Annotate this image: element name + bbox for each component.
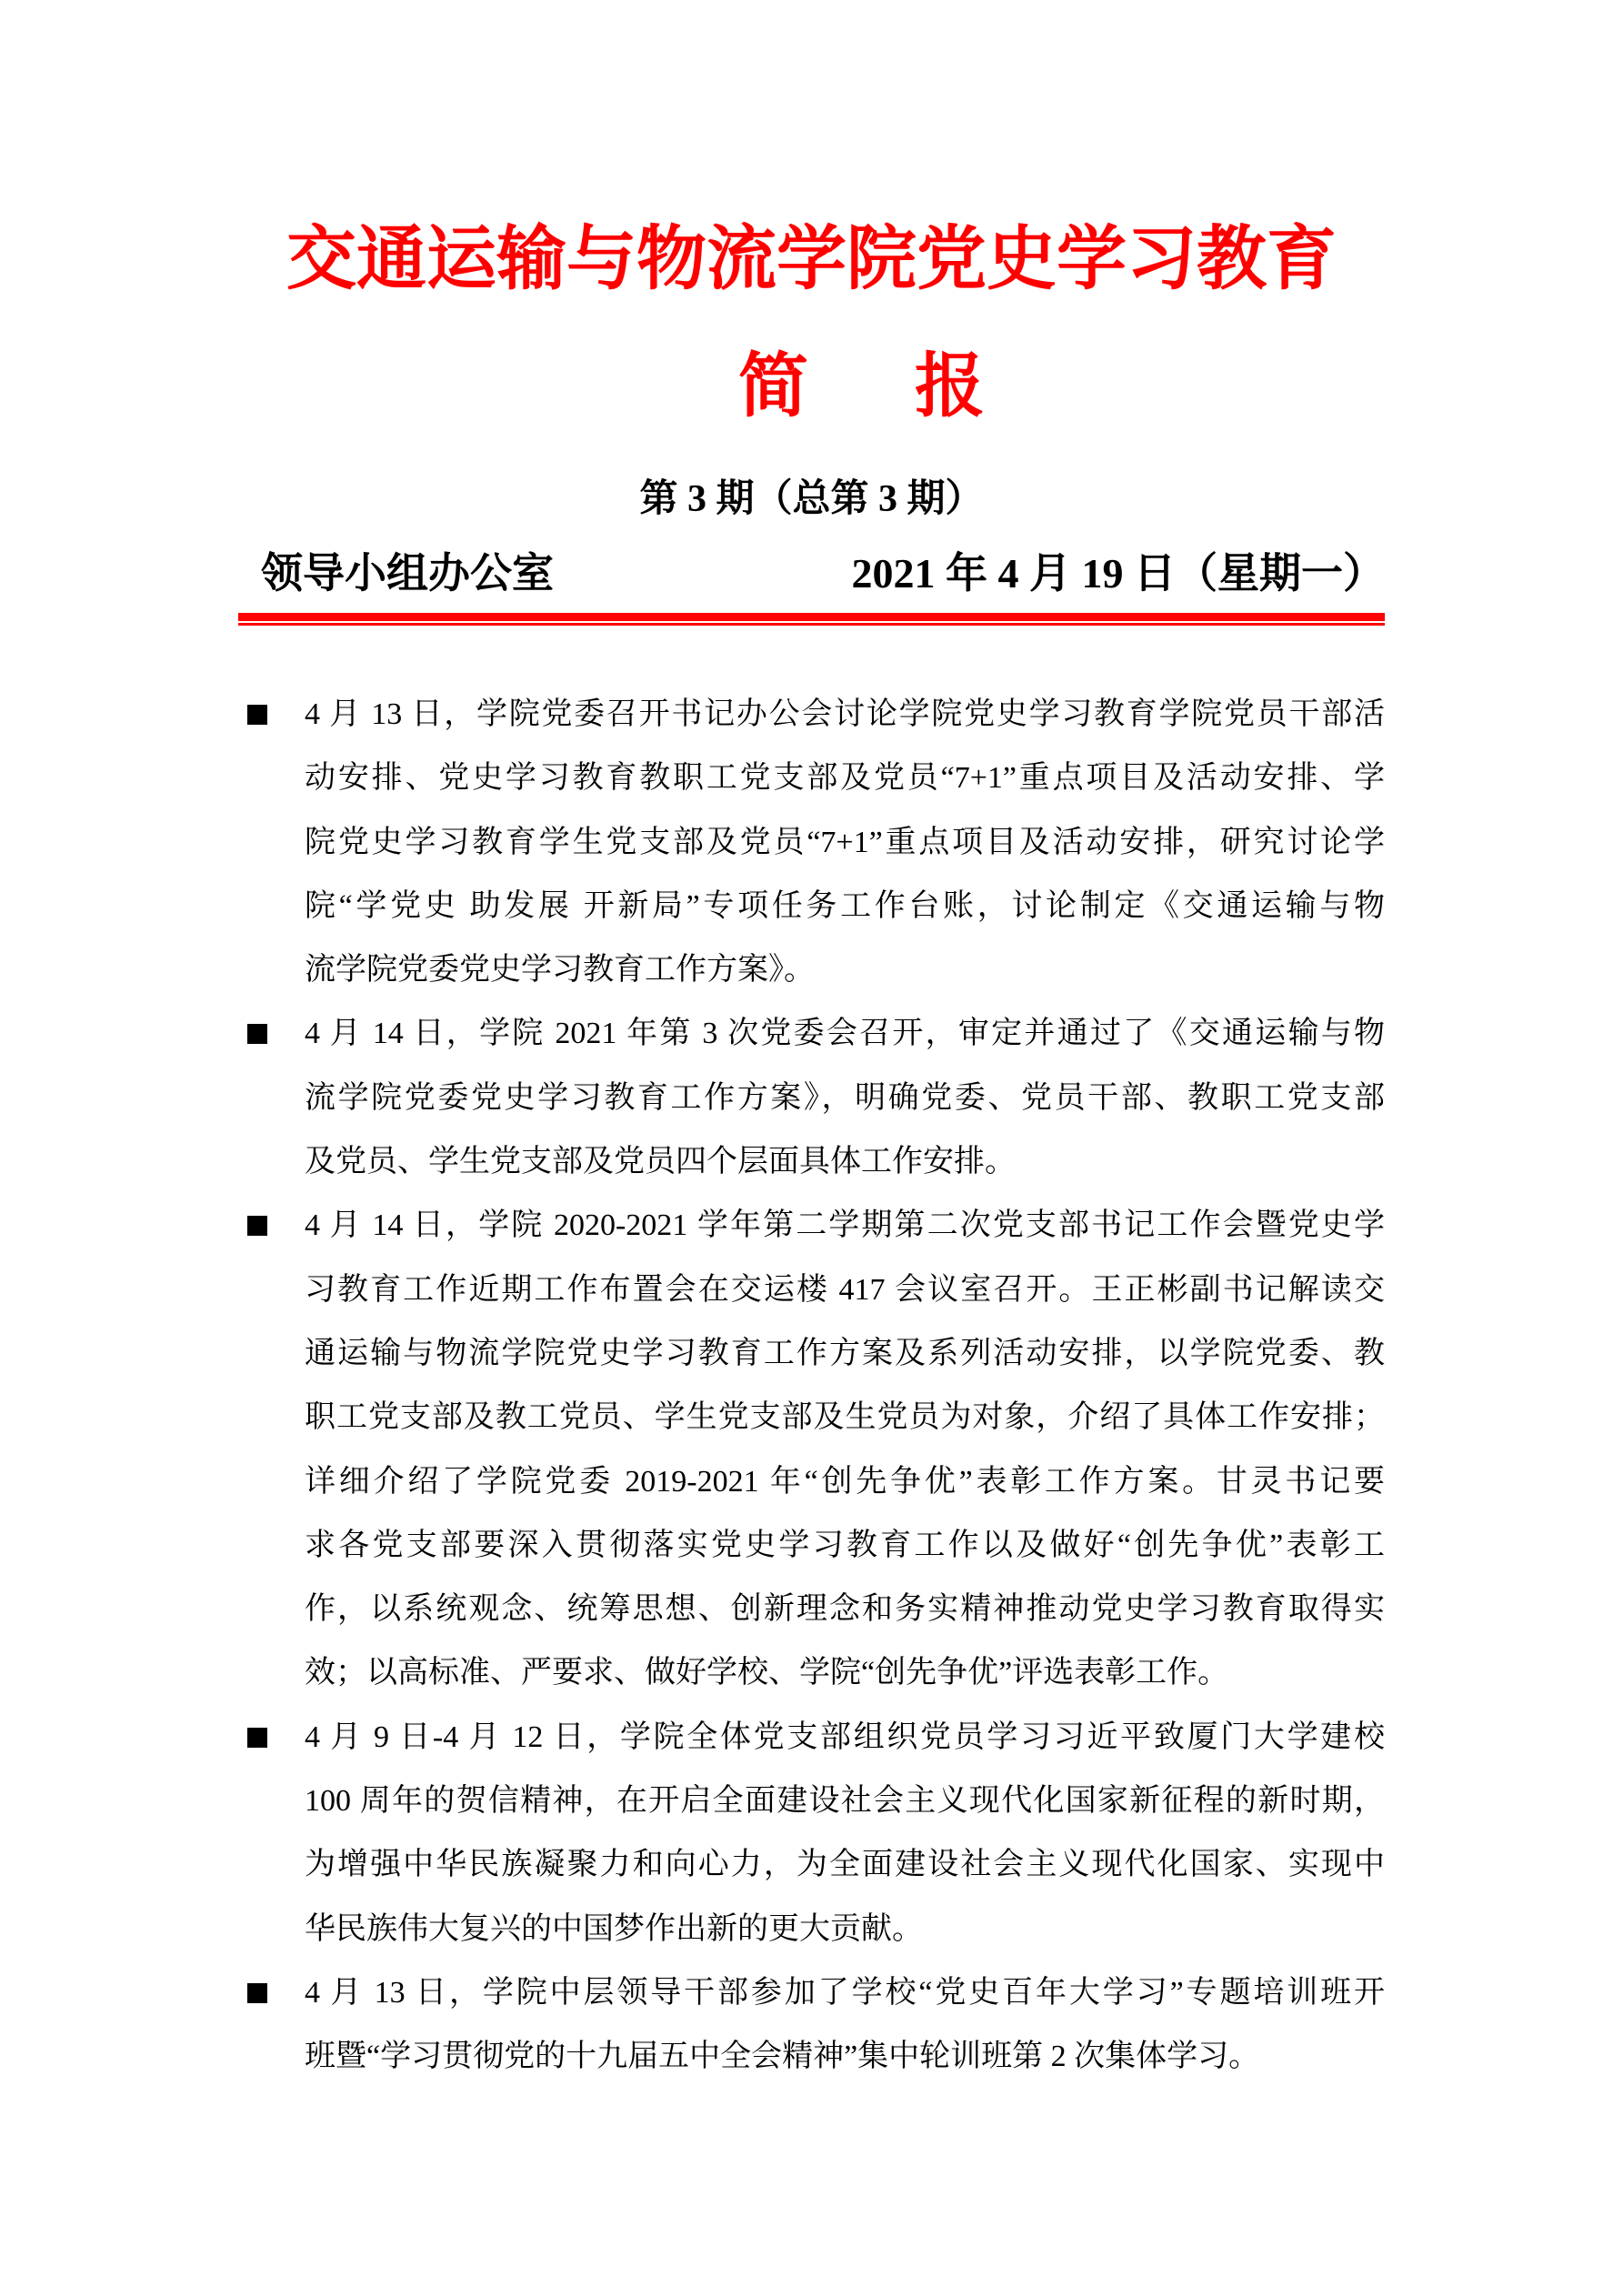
- text-line: 4 月 13 日，学院党委召开书记办公会讨论学院党史学习教育学院党员干部活: [305, 697, 1385, 731]
- text-line: 4 月 14 日，学院 2020-2021 学年第二学期第二次党支部书记工作会暨党史学: [305, 1208, 1385, 1243]
- list-item: [238, 1961, 1385, 2090]
- text-line: 详细介绍了学院党委 2019-2021 年“创先争优”表彰工作方案。甘灵书记要: [305, 1464, 1385, 1499]
- black-square-bullet-icon: [247, 1728, 267, 1748]
- black-square-bullet-icon: [247, 1216, 267, 1236]
- list-item-text: [305, 1002, 1385, 1194]
- black-square-bullet-icon: [247, 705, 267, 725]
- text-line: 4 月 13 日，学院中层领导干部参加了学校“党史百年大学习”专题培训班开: [305, 1975, 1385, 2010]
- masthead-divider: [238, 613, 1385, 626]
- text-line: 动安排、党史学习教育教职工党支部及党员“7+1”重点项目及活动安排、学: [305, 761, 1385, 796]
- text-line: 100 周年的贺信精神，在开启全面建设社会主义现代化国家新征程的新时期，: [305, 1784, 1385, 1819]
- text-line: 流学院党委党史学习教育工作方案》。: [305, 953, 815, 988]
- list-item-text: [305, 1961, 1385, 2090]
- masthead-meta-row: [238, 546, 1385, 601]
- bullet-list: [0, 683, 1623, 2090]
- text-line: 4 月 14 日，学院 2021 年第 3 次党委会召开，审定并通过了《交通运输与物: [305, 1017, 1385, 1051]
- text-line: 流学院党委党史学习教育工作方案》，明确党委、党员干部、教职工党支部: [305, 1080, 1385, 1115]
- list-item: [238, 683, 1385, 1002]
- list-item-text: [305, 1194, 1385, 1705]
- text-line: 4 月 9 日-4 月 12 日，学院全体党支部组织党员学习习近平致厦门大学建校: [305, 1719, 1385, 1754]
- divider-thin-line: [238, 623, 1385, 626]
- text-line: 院党史学习教育学生党支部及党员“7+1”重点项目及活动安排，研究讨论学: [305, 825, 1385, 859]
- text-line: 华民族伟大复兴的中国梦作出新的更大贡献。: [305, 1911, 923, 1946]
- text-line: 习教育工作近期工作布置会在交运楼 417 会议室召开。王正彬副书记解读交: [305, 1272, 1385, 1307]
- black-square-bullet-icon: [247, 1983, 267, 2003]
- black-square-bullet-icon: [247, 1024, 267, 1044]
- text-line: 班暨“学习贯彻党的十九届五中全会精神”集中轮训班第 2 次集体学习。: [305, 2040, 1260, 2074]
- text-line: 院“学党史 助发展 开新局”专项任务工作台账，讨论制定《交通运输与物: [305, 888, 1385, 923]
- text-line: 为增强中华民族凝聚力和向心力，为全面建设社会主义现代化国家、实现中: [305, 1848, 1385, 1882]
- list-item: [238, 1002, 1385, 1194]
- masthead: [0, 0, 1623, 626]
- text-line: 效；以高标准、严要求、做好学校、学院“创先争优”评选表彰工作。: [305, 1656, 1229, 1690]
- text-line: 作，以系统观念、统筹思想、创新理念和务实精神推动党史学习教育取得实: [305, 1592, 1385, 1627]
- list-item-text: [305, 1706, 1385, 1961]
- text-line: 及党员、学生党支部及党员四个层面具体工作安排。: [305, 1145, 1016, 1179]
- bulletin-title: 交通运输与物流学院党史学习教育: [286, 220, 1337, 298]
- text-line: 通运输与物流学院党史学习教育工作方案及系列活动安排，以学院党委、教: [305, 1336, 1385, 1370]
- list-item: [238, 1706, 1385, 1961]
- bulletin-subtitle: 简 报: [738, 347, 1003, 426]
- list-item: [238, 1194, 1385, 1705]
- text-line: 职工党支部及教工党员、学生党支部及生党员为对象，介绍了具体工作安排；: [305, 1400, 1385, 1435]
- list-item-text: [305, 683, 1385, 1002]
- issue-number: 第 3 期（总第 3 期）: [639, 478, 984, 520]
- divider-thick-line: [238, 613, 1385, 621]
- issuing-office: 领导小组办公室: [261, 550, 554, 597]
- issue-date: 2021 年 4 月 19 日（星期一）: [851, 550, 1385, 597]
- text-line: 求各党支部要深入贯彻落实党史学习教育工作以及做好“创先争优”表彰工: [305, 1528, 1385, 1562]
